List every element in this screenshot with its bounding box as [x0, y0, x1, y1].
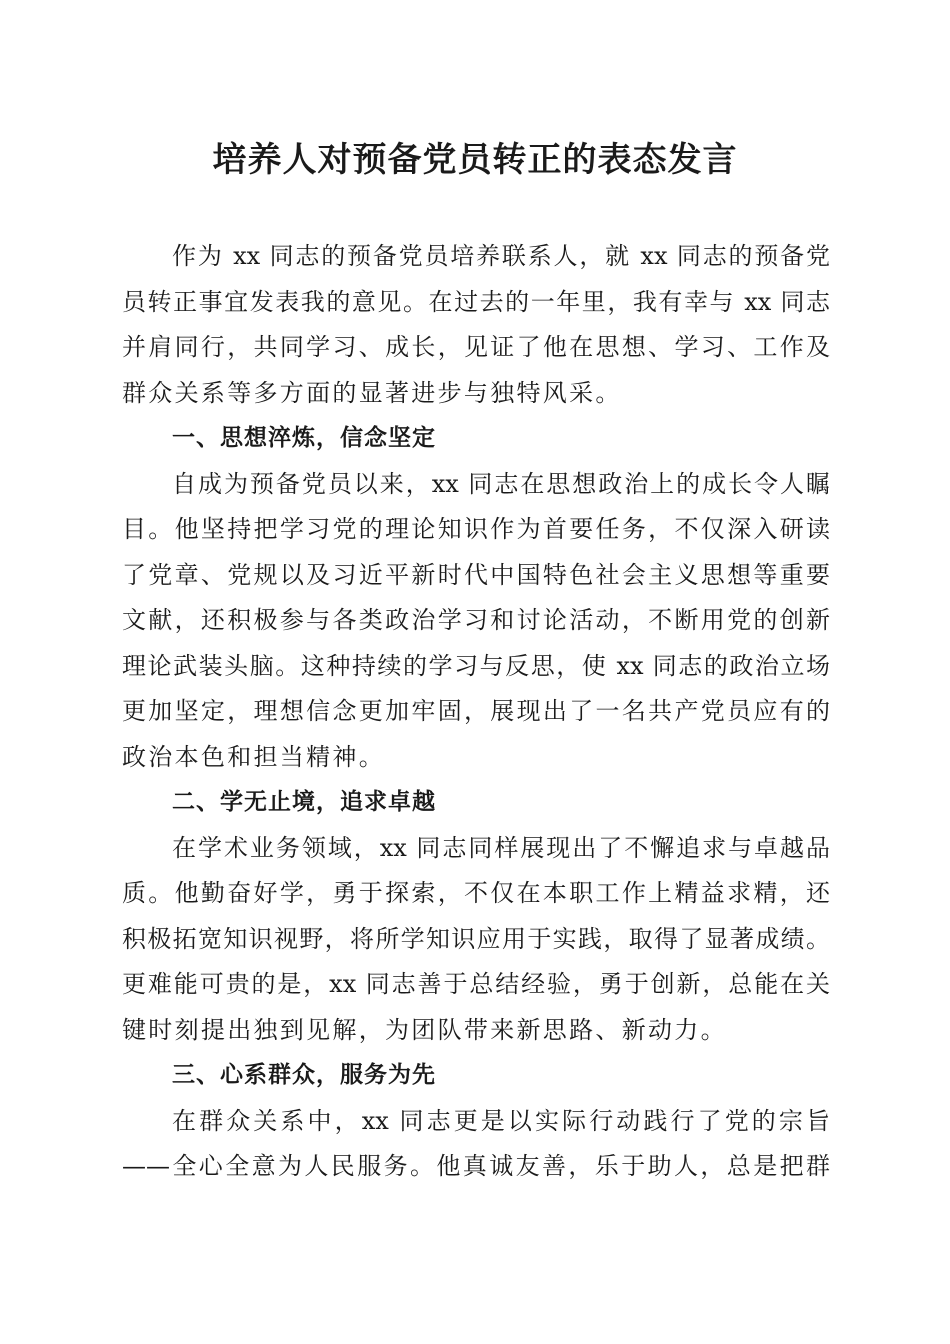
section-heading: 一、思想淬炼，信念坚定: [172, 425, 436, 451]
paragraph-line: ——全心全意为人民服务。他真诚友善，乐于助人，总是把群: [122, 1152, 830, 1180]
section-heading: 三、心系群众，服务为先: [172, 1062, 436, 1088]
paragraph-line: 理论武装头脑。这种持续的学习与反思，使 xx 同志的政治立场: [122, 651, 830, 680]
paragraph-line: 自成为预备党员以来，xx 同志在思想政治上的成长令人瞩: [172, 469, 830, 498]
paragraph-line: 员转正事宜发表我的意见。在过去的一年里，我有幸与 xx 同志: [122, 287, 830, 316]
paragraph-line: 政治本色和担当精神。: [122, 742, 385, 771]
paragraph-line: 质。他勤奋好学，勇于探索，不仅在本职工作上精益求精，还: [122, 879, 830, 907]
section-heading: 二、学无止境，追求卓越: [172, 789, 436, 815]
paragraph-line: 更难能可贵的是，xx 同志善于总结经验，勇于创新，总能在关: [122, 970, 830, 998]
paragraph-line: 群众关系等多方面的显著进步与独特风采。: [122, 378, 622, 407]
paragraph-line: 目。他坚持把学习党的理论知识作为首要任务，不仅深入研读: [122, 515, 830, 543]
paragraph-line: 更加坚定，理想信念更加牢固，展现出了一名共产党员应有的: [122, 697, 830, 725]
paragraph-line: 了党章、党规以及习近平新时代中国特色社会主义思想等重要: [122, 560, 830, 589]
paragraph-line: 文献，还积极参与各类政治学习和讨论活动，不断用党的创新: [122, 606, 830, 634]
paragraph-line: 并肩同行，共同学习、成长，见证了他在思想、学习、工作及: [122, 333, 830, 361]
paragraph-line: 在学术业务领域，xx 同志同样展现出了不懈追求与卓越品: [172, 833, 830, 862]
paragraph-line: 键时刻提出独到见解，为团队带来新思路、新动力。: [122, 1015, 727, 1044]
paragraph-line: 在群众关系中，xx 同志更是以实际行动践行了党的宗旨: [172, 1106, 830, 1135]
paragraph-line: 作为 xx 同志的预备党员培养联系人，就 xx 同志的预备党: [172, 242, 830, 270]
document-body: [122, 234, 830, 1190]
paragraph-line: 积极拓宽知识视野，将所学知识应用于实践，取得了显著成绩。: [122, 924, 830, 953]
document-title: 培养人对预备党员转正的表态发言: [212, 140, 738, 180]
